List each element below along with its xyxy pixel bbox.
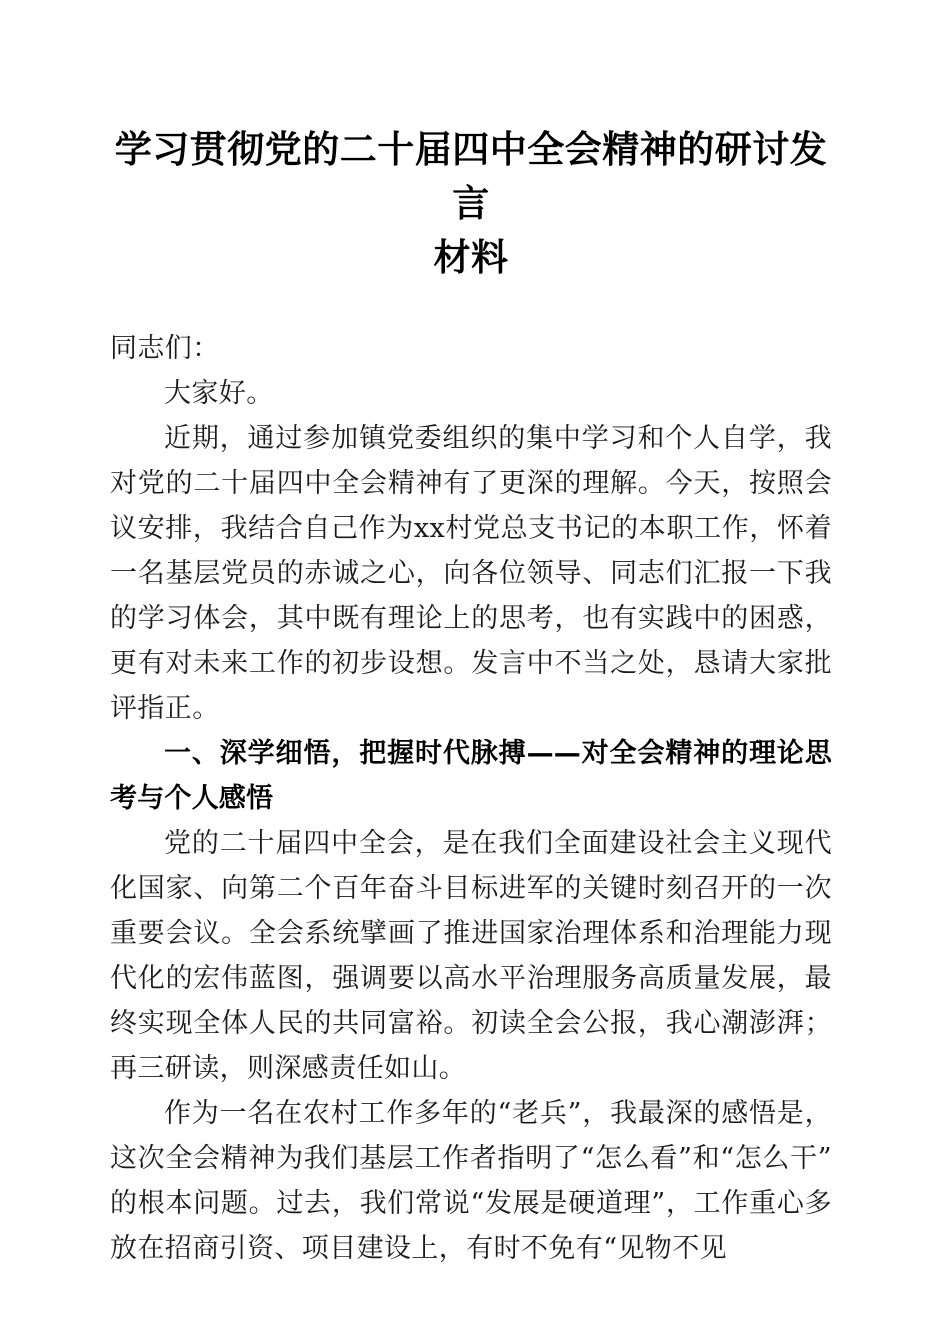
section-heading-1: 一、深学细悟，把握时代脉搏——对全会精神的理论思考与个人感悟 (110, 738, 832, 814)
paragraph-greeting: 大家好。 (164, 378, 274, 409)
page-title (110, 0, 832, 284)
page-content (110, 0, 832, 1271)
paragraph-salutation: 同志们： (110, 333, 220, 364)
paragraph-body-1: 党的二十届四中全会，是在我们全面建设社会主义现代化国家、向第二个百年奋斗目标进军的关键时刻召开的一次重要会议。全会系统擘画了推进国家治理体系和治理能力现代化的宏伟蓝图，强调要以高水平治理服务高质量发展，最终实现全体人民的共同富裕。初读全会公报，我心潮澎湃；再三研读，则深感责任如山。 (110, 828, 832, 1084)
paragraph-body-2: 作为一名在农村工作多年的“老兵”，我最深的感悟是，这次全会精神为我们基层工作者指明了“怎么看”和“怎么干”的根本问题。过去，我们常说“发展是硬道理”，工作重心多放在招商引资、项目建设上，有时不免有“见物不见 (110, 1098, 832, 1264)
title-text-line-2: 材料 (433, 235, 509, 279)
title-text-line-1: 学习贯彻党的二十届四中全会精神的研讨发言 (114, 127, 828, 225)
document-body (110, 284, 832, 1271)
paragraph-opening: 近期，通过参加镇党委组织的集中学习和个人自学，我对党的二十届四中全会精神有了更深的理解。今天，按照会议安排，我结合自己作为xx村党总支书记的本职工作，怀着一名基层党员的赤诚之心，向各位领导、同志们汇报一下我的学习体会，其中既有理论上的思考，也有实践中的困惑，更有对未来工作的初步设想。发言中不当之处，恳请大家批评指正。 (110, 423, 832, 724)
